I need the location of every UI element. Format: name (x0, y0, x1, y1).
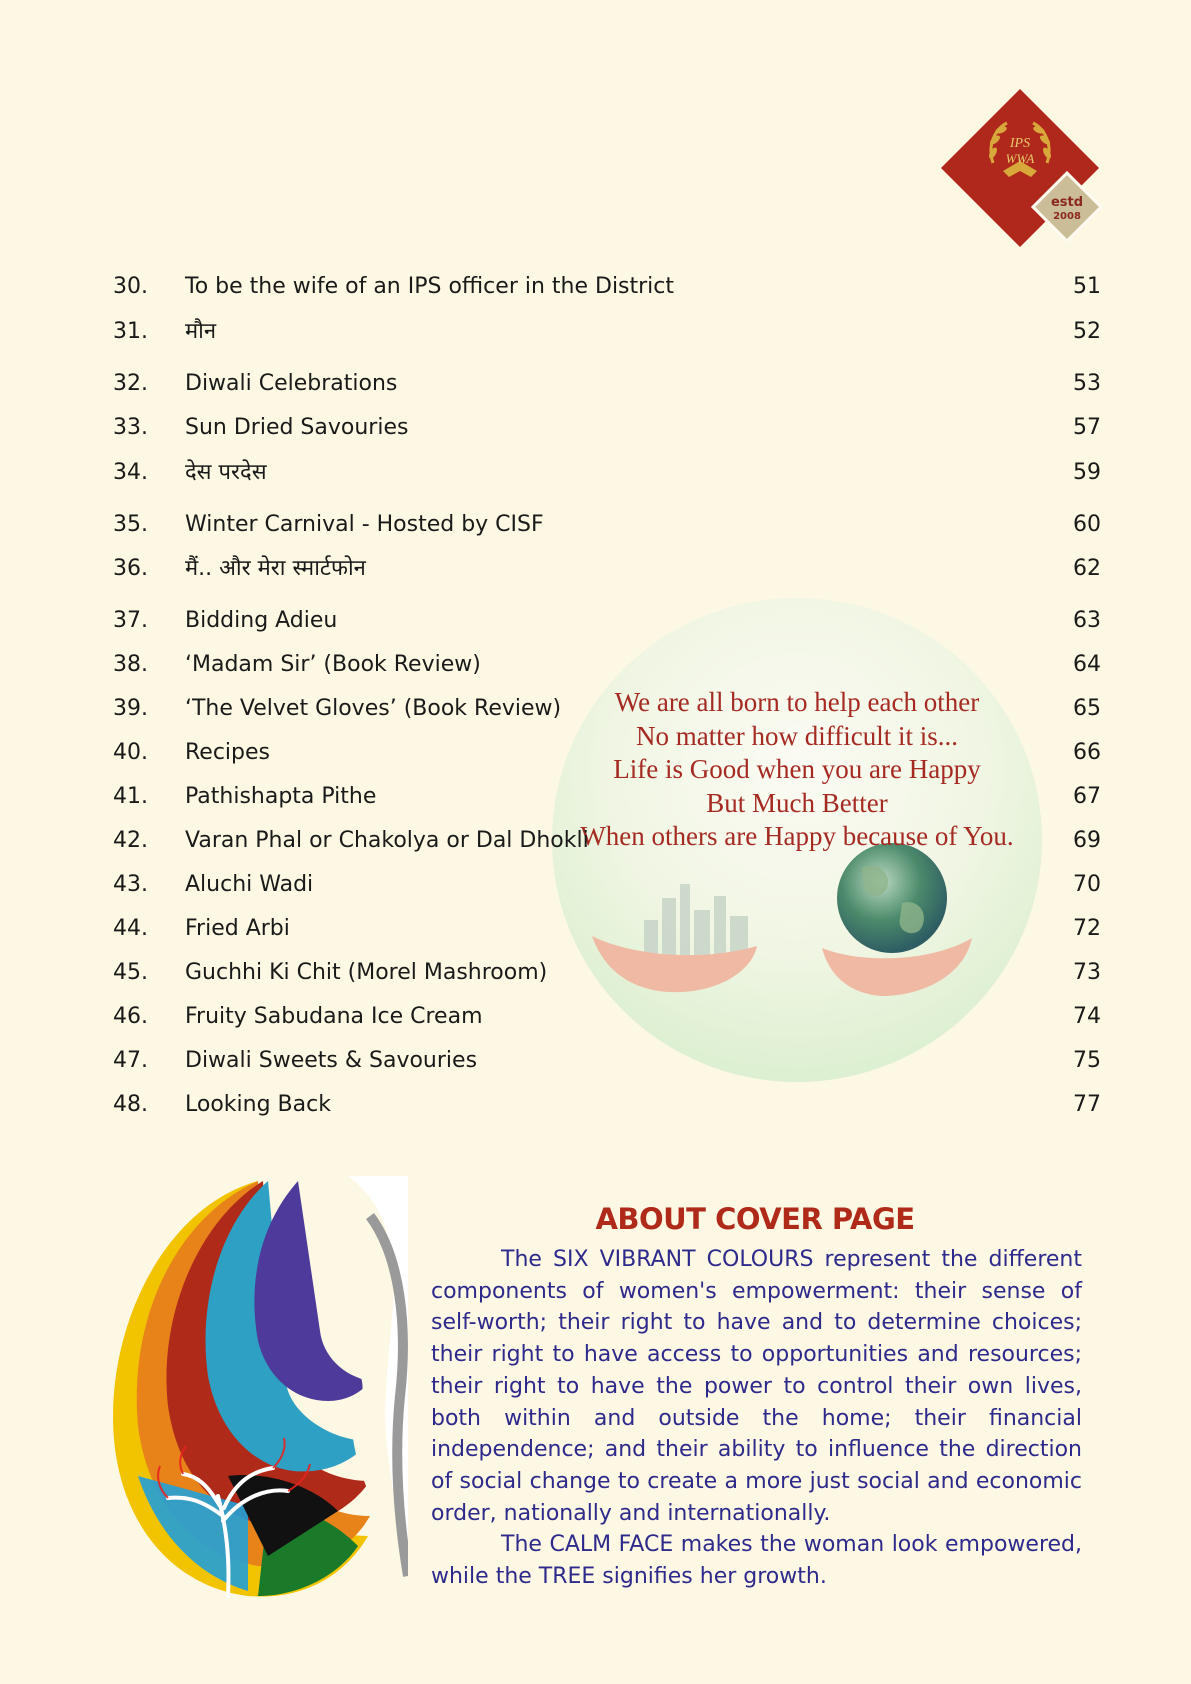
about-paragraph: The CALM FACE makes the woman look empowered, while the TREE signifies her growth. (431, 1532, 1082, 1590)
toc-entry (113, 997, 1101, 1037)
toc-entry-page: 63 (1073, 608, 1101, 633)
toc-entry (113, 549, 1101, 589)
svg-text:estd: estd (1050, 195, 1084, 210)
toc-entry-title: Pathishapta Pithe (185, 784, 377, 809)
toc-entry-page: 53 (1073, 371, 1101, 396)
toc-entry (113, 689, 1101, 729)
toc-entry (113, 364, 1101, 404)
toc-entry-number: 43. (113, 872, 148, 897)
toc-entry-title: मैं.. और मेरा स्मार्टफोन (185, 556, 366, 581)
toc-entry-page: 57 (1073, 415, 1101, 440)
toc-entry-number: 32. (113, 371, 148, 396)
toc-entry-number: 30. (113, 274, 148, 299)
toc-entry-title: Guchhi Ki Chit (Morel Mashroom) (185, 960, 548, 985)
toc-entry (113, 733, 1101, 773)
toc-entry-number: 46. (113, 1004, 148, 1029)
toc-entry-page: 60 (1073, 512, 1101, 537)
toc-entry (113, 865, 1101, 905)
toc-entry-title: Fried Arbi (185, 916, 290, 941)
toc-entry-page: 75 (1073, 1048, 1101, 1073)
toc-entry-number: 48. (113, 1092, 148, 1117)
toc-entry-page: 52 (1073, 319, 1101, 344)
toc-entry-number: 36. (113, 556, 148, 581)
toc-entry-title: मौन (185, 319, 217, 344)
toc-entry-number: 38. (113, 652, 148, 677)
toc-entry-title: Varan Phal or Chakolya or Dal Dhokli (185, 828, 589, 853)
quote-line: We are all born to help each other (614, 687, 980, 717)
toc-entry-title: Aluchi Wadi (185, 872, 314, 897)
toc-entry-page: 74 (1073, 1004, 1101, 1029)
about-cover-heading: ABOUT COVER PAGE (595, 1202, 915, 1236)
toc-entry (113, 909, 1101, 949)
toc-entry-title: Recipes (185, 740, 271, 765)
toc-entry-title: ‘Madam Sir’ (Book Review) (185, 652, 481, 677)
toc-entry (113, 267, 1101, 307)
toc-entry-page: 64 (1073, 652, 1101, 677)
toc-entry-number: 33. (113, 415, 148, 440)
toc-entry-title: Diwali Sweets & Savouries (185, 1048, 478, 1073)
toc-entry-page: 67 (1073, 784, 1101, 809)
toc-entry-title: Fruity Sabudana Ice Cream (185, 1004, 483, 1029)
quote-line: No matter how difficult it is... (636, 720, 958, 751)
about-cover-body (431, 1244, 1082, 1593)
toc-entry-number: 47. (113, 1048, 148, 1073)
toc-entry-page: 59 (1073, 460, 1101, 485)
svg-text:2008: 2008 (1053, 211, 1081, 222)
toc-entry-number: 39. (113, 696, 148, 721)
toc-entry-number: 40. (113, 740, 148, 765)
toc-entry-number: 31. (113, 319, 148, 344)
toc-entry-number: 42. (113, 828, 148, 853)
toc-entry (113, 1085, 1101, 1125)
toc-entry-page: 66 (1073, 740, 1101, 765)
toc-entry-title: Bidding Adieu (185, 608, 338, 633)
toc-entry-page: 65 (1073, 696, 1101, 721)
toc-entry-number: 44. (113, 916, 148, 941)
svg-text:IPS: IPS (1009, 136, 1031, 151)
toc-entry-page: 51 (1073, 274, 1101, 299)
toc-entry-number: 34. (113, 460, 148, 485)
toc-entry-title: ‘The Velvet Gloves’ (Book Review) (185, 696, 562, 721)
toc-entry-title: देस परदेस (185, 460, 267, 485)
toc-entry (113, 953, 1101, 993)
toc-entry (113, 601, 1101, 641)
about-paragraph: The SIX VIBRANT COLOURS represent the different components of women's empowerment: their sense of self-worth; their right to have and to determine choices; their right to have access to opportunities and resources; their right to have the power to control their own lives, both within and outside the home; their financial independence; and their ability to influence the direction of social change to create a more just social and economic order, nationally and internationally. (431, 1247, 1082, 1526)
toc-entry-page: 69 (1073, 828, 1101, 853)
toc-entry-page: 70 (1073, 872, 1101, 897)
toc-entry (113, 777, 1101, 817)
toc-entry-page: 77 (1073, 1092, 1101, 1117)
toc-entry-number: 35. (113, 512, 148, 537)
quote-line: But Much Better (706, 787, 888, 818)
toc-entry-page: 62 (1073, 556, 1101, 581)
toc-entry-page: 72 (1073, 916, 1101, 941)
toc-entry (113, 505, 1101, 545)
toc-entry (113, 821, 1101, 861)
toc-entry (113, 408, 1101, 448)
toc-entry-title: Looking Back (185, 1092, 331, 1117)
toc-entry-title: Diwali Celebrations (185, 371, 398, 396)
toc-entry-title: Winter Carnival - Hosted by CISF (185, 512, 544, 537)
toc-entry (113, 645, 1101, 685)
quote-line: Life is Good when you are Happy (613, 754, 981, 784)
toc-entry-title: To be the wife of an IPS officer in the District (185, 274, 675, 299)
toc-entry-title: Sun Dried Savouries (185, 415, 409, 440)
toc-entry (113, 312, 1101, 352)
cover-woman-face-illustration (108, 1176, 408, 1601)
quote-line: When others are Happy because of You. (580, 821, 1014, 851)
toc-entry (113, 453, 1101, 493)
svg-text:WWA: WWA (1005, 151, 1035, 166)
toc-entry-number: 41. (113, 784, 148, 809)
toc-entry (113, 1041, 1101, 1081)
toc-entry-number: 45. (113, 960, 148, 985)
toc-entry-page: 73 (1073, 960, 1101, 985)
toc-entry-number: 37. (113, 608, 148, 633)
